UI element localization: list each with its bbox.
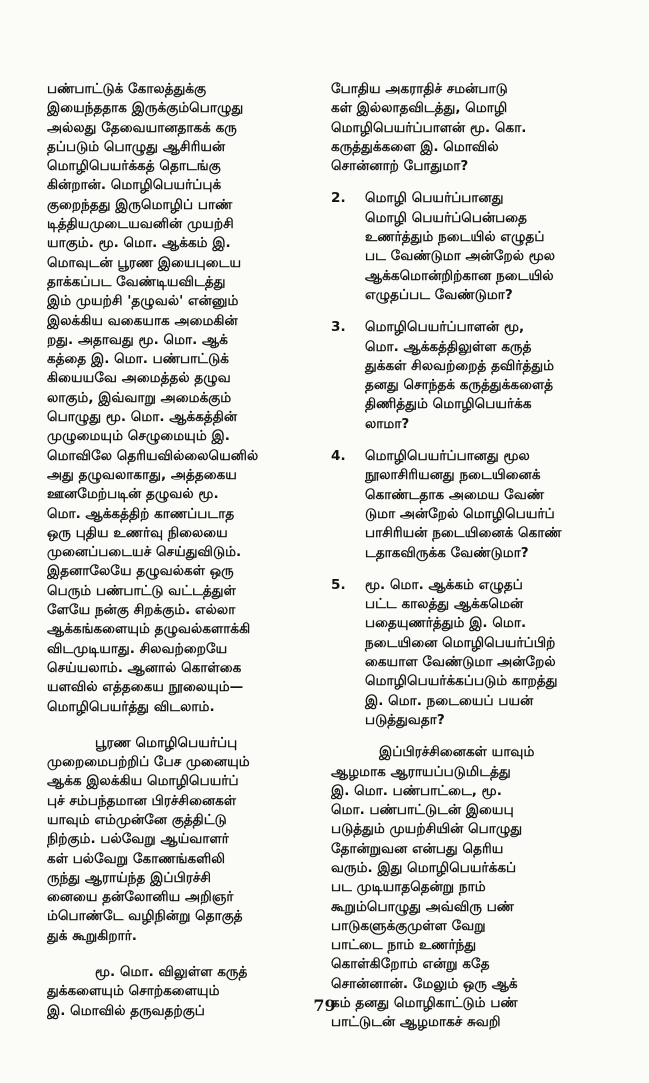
text-line: ஆழமாக ஆராயப்படுமிடத்து xyxy=(331,763,511,780)
text-line: பூரண மொழிபெயர்ப்பு xyxy=(95,734,238,751)
text-line: மொ. ஆக்கத்திலுள்ள கருத் xyxy=(365,338,532,355)
text-line: இதனாலேயே தழுவல்கள் ஒரு xyxy=(47,563,234,580)
text-line: பொழுது மூ. மொ. ஆக்கத்தின் xyxy=(47,409,238,426)
text-line: மொ. ஆக்கத்திற் காணப்படாத xyxy=(47,505,235,522)
text-line: மொவுடன் பூரண இயைபுடைய xyxy=(47,254,242,271)
text-line: யாகும். மூ. மொ. ஆக்கம் இ. xyxy=(47,235,231,252)
text-line: பட்ட காலத்து ஆக்கமென் xyxy=(365,596,524,613)
text-line: இயைந்ததாக இருக்கும்பொழுது xyxy=(47,100,244,117)
text-line: இ. மொ. பண்பாட்டை, மூ. xyxy=(331,782,502,799)
text-line: மொழிபெயர்ப்பானது மூல xyxy=(365,448,530,465)
text-line: ளேயே நன்கு சிறக்கும். எல்லா xyxy=(47,602,236,619)
text-line: செய்யலாம். ஆனால் கொள்கை xyxy=(47,659,242,676)
text-line: கையாள வேண்டுமா அன்றேல் xyxy=(365,654,556,671)
text-line: மொழிபெயர்ப்பாளன் மூ. கொ. xyxy=(331,119,527,136)
text-line: னையை தன்லோனிய அறிஞர் xyxy=(47,889,234,906)
text-line: பாட்டுடன் ஆழமாகச் சுவறி xyxy=(331,1014,501,1031)
text-line: ஒரு புதிய உணர்வு நிலையை xyxy=(47,524,228,541)
text-line: விடமுடியாது. சிலவற்றையே xyxy=(47,640,228,657)
text-line: இலக்கிய வகையாக அமைகின் xyxy=(47,312,238,329)
text-line: ம்பொண்டே வழிநின்று தொகுத் xyxy=(47,908,243,925)
text-line: மூ. மொ. விலுள்ள கருத் xyxy=(95,964,248,981)
text-line: நிற்கும். பல்வேறு ஆய்வாளர் xyxy=(47,831,229,848)
text-line: கியையவே அமைத்தல் தழுவ xyxy=(47,370,231,387)
text-line: கம் தனது மொழிகாட்டும் பண் xyxy=(331,995,518,1012)
question-item xyxy=(331,189,617,305)
text-line: கத்தை இ. மொ. பண்பாட்டுக் xyxy=(47,351,229,368)
text-line: சொன்னான். மேலும் ஒரு ஆக் xyxy=(331,975,518,992)
question-item xyxy=(331,576,617,730)
text-line: இப்பிரச்சினைகள் யாவும் xyxy=(379,744,535,761)
text-line: புச் சம்பந்தமான பிரச்சினைகள் xyxy=(47,792,237,809)
text-line: தனது சொந்தக் கருத்துக்களைத் xyxy=(365,377,554,394)
text-line: யாவும் எம்முன்னே குத்திட்டு xyxy=(47,811,227,828)
text-line: தப்படும் பொழுது ஆசிரியன் xyxy=(47,138,226,155)
text-line: பாட்டை நாம் உணர்ந்து xyxy=(331,937,477,954)
text-line: கூறும்பொழுது அவ்விரு பண் xyxy=(331,898,515,915)
text-line: குறைந்தது இருமொழிப் பாண் xyxy=(47,196,233,213)
text-line: முறைமைபற்றிப் பேச முனையும் xyxy=(47,754,250,771)
text-line: றது. அதாவது மூ. மொ. ஆக் xyxy=(47,331,228,348)
right-column xyxy=(331,80,617,1033)
question-list xyxy=(331,189,617,743)
text-line: ஆக்கங்களையும் தழுவல்களாக்கி xyxy=(47,621,251,638)
text-line: மொழி பெயர்ப்பானது xyxy=(365,190,504,207)
page-number: 79 xyxy=(313,996,336,1015)
text-line: படுத்தும் முயற்சியின் பொழுது xyxy=(331,821,523,838)
closing-paragraph xyxy=(331,743,617,1032)
text-line: தோன்றுவன என்பது தெரிய xyxy=(331,840,504,857)
text-line: மொழிபெயர்த்து விடலாம். xyxy=(47,698,215,715)
text-line: கின்றான். மொழிபெயர்ப்புக் xyxy=(47,177,222,194)
text-line: முழுமையும் செழுமையும் இ. xyxy=(47,428,230,445)
text-line: பாடுகளுக்குமுள்ள வேறு xyxy=(331,917,486,934)
text-line: கருத்துக்களை இ. மொவில் xyxy=(331,138,499,155)
text-line: ஆக்கமொன்றிற்கான நடையில் xyxy=(365,267,554,284)
text-line: பட முடியாததென்று நாம் xyxy=(331,879,486,896)
question-item xyxy=(331,447,617,563)
text-line: மொழி பெயர்ப்பென்பதை xyxy=(365,209,528,226)
text-line: மொ. பண்பாட்டுடன் இயைபு xyxy=(331,802,514,819)
text-line: நடையினை மொழிபெயர்ப்பிற் xyxy=(365,634,556,651)
text-line: கள் பல்வேறு கோணங்களிலி xyxy=(47,850,226,867)
text-line: லாமா? xyxy=(365,415,410,432)
text-line: கள் இல்லாதவிடத்து, மொழி xyxy=(331,100,508,117)
text-line: ருந்து ஆராய்ந்த இப்பிரச்சி xyxy=(47,869,212,886)
text-line: சொன்னாற் போதுமா? xyxy=(331,158,469,175)
text-line: மொவிலே தெரியவில்லையெனில் xyxy=(47,447,259,464)
text-line: கொண்டதாக அமைய வேண் xyxy=(365,486,545,503)
text-line: பண்பாட்டுக் கோலத்துக்கு xyxy=(47,81,207,97)
text-line: மொழிபெயர்க்கப்படும் காறத்து xyxy=(365,673,558,690)
text-line: மூ. மொ. ஆக்கம் எழுதப் xyxy=(365,576,523,593)
text-line: இ. மொவில் தருவதற்குப் xyxy=(47,1002,205,1019)
text-line: பெரும் பண்பாட்டு வட்டத்துள் xyxy=(47,582,236,599)
paragraph-1 xyxy=(47,80,319,717)
text-line: படுத்துவதா? xyxy=(365,711,445,728)
text-line: தாக்கப்பட வேண்டியவிடத்து xyxy=(47,273,226,290)
text-line: டதாகவிருக்க வேண்டுமா? xyxy=(365,544,529,561)
text-line: டித்தியமுடையவனின் முயற்சி xyxy=(47,216,234,233)
text-line: மொழிபெயர்ப்பாளன் மூ, xyxy=(365,319,525,336)
question-number: 5. xyxy=(331,576,346,593)
question-number: 3. xyxy=(331,319,346,336)
text-line: எழுதப்பட வேண்டுமா? xyxy=(365,286,513,303)
text-line: உணர்த்தும் நடையில் எழுதப் xyxy=(365,229,545,246)
question-number: 2. xyxy=(331,190,346,207)
text-line: முனைப்படையச் செய்துவிடும். xyxy=(47,544,242,561)
text-line: டுமா அன்றேல் மொழிபெயர்ப் xyxy=(365,505,555,522)
text-line: இ. மொ. நடையைப் பயன் xyxy=(365,692,534,709)
text-line: திணித்தும் மொழிபெயர்க்க xyxy=(365,396,532,413)
text-line: யளவில் எத்தகைய நூலையும்— xyxy=(47,679,244,696)
text-line: ஆக்க இலக்கிய மொழிபெயர்ப் xyxy=(47,773,239,790)
text-line: பாசிரியன் நடையினைக் கொண் xyxy=(365,525,562,542)
text-line: அது தழுவலாகாது, அத்தகைய xyxy=(47,466,237,483)
text-line: துக்களையும் சொற்களையும் xyxy=(47,983,220,1000)
text-line: அல்லது தேவையானதாகக் கரு xyxy=(47,119,237,136)
text-line: ஊனமேற்படின் தழுவல் மூ. xyxy=(47,486,219,503)
text-line: இம் முயற்சி 'தழுவல்' என்னும் xyxy=(47,293,239,310)
text-line: கொள்கிறோம் என்று கதே xyxy=(331,956,490,973)
intro-paragraph xyxy=(331,80,617,176)
paragraph-2 xyxy=(47,734,319,946)
text-line: துக்கள் சிலவற்றைத் தவிர்த்தும் xyxy=(365,357,555,374)
text-line: துக் கூறுகிறார். xyxy=(47,927,137,944)
text-line: மொழிபெயர்க்கத் தொடங்கு xyxy=(47,158,221,175)
text-line: போதிய அகராதிச் சமன்பாடு xyxy=(331,81,508,97)
question-item xyxy=(331,318,617,434)
text-line: பட வேண்டுமா அன்றேல் மூல xyxy=(365,248,556,265)
text-line: பதையுணர்த்தும் இ. மொ. xyxy=(365,615,527,632)
text-line: லாகும், இவ்வாறு அமைக்கும் xyxy=(47,389,232,406)
text-line: நூலாசிரியனது நடையினைக் xyxy=(365,467,541,484)
text-line: வரும். இது மொழிபெயர்க்கப் xyxy=(331,859,517,876)
question-number: 4. xyxy=(331,448,346,465)
left-column xyxy=(47,80,319,1021)
